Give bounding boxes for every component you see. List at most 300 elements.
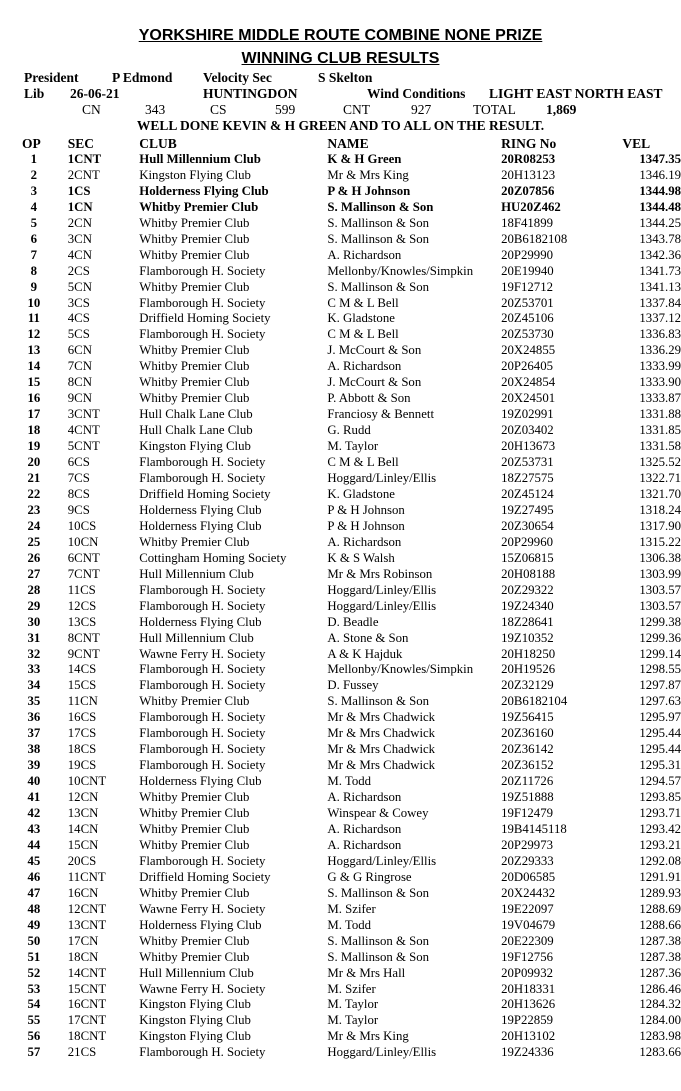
race-date: 26-06-21 bbox=[70, 86, 120, 101]
wind-label: Wind Conditions bbox=[367, 86, 466, 101]
cell-club: Holderness Flying Club bbox=[139, 502, 262, 517]
cell-vel: 1321.70 bbox=[639, 486, 681, 501]
cell-name: Mr & Mrs Chadwick bbox=[327, 726, 436, 741]
cell-ring: 20Z29322 bbox=[501, 582, 554, 597]
cell-ring: 19Z56415 bbox=[501, 710, 554, 725]
cn-count: 343 bbox=[145, 102, 166, 117]
congratulations-message: WELL DONE KEVIN & H GREEN AND TO ALL ON THE RESULT. bbox=[136, 118, 545, 133]
cell-club: Holderness Flying Club bbox=[139, 917, 262, 932]
cell-vel: 1347.35 bbox=[639, 151, 681, 166]
cell-ring: 20X24855 bbox=[501, 343, 556, 358]
cell-club: Whitby Premier Club bbox=[139, 694, 250, 709]
cell-sec: 9CN bbox=[67, 391, 92, 406]
table-row bbox=[22, 790, 681, 806]
cell-club: Whitby Premier Club bbox=[139, 199, 259, 214]
cell-op: 36 bbox=[27, 710, 41, 725]
cell-op: 40 bbox=[27, 774, 41, 789]
cell-name: A. Richardson bbox=[327, 790, 402, 805]
cell-club: Whitby Premier Club bbox=[139, 231, 250, 246]
cell-club: Whitby Premier Club bbox=[139, 534, 250, 549]
cell-sec: 9CS bbox=[67, 502, 90, 517]
cell-sec: 14CNT bbox=[67, 965, 107, 980]
table-row bbox=[22, 902, 681, 918]
cell-sec: 3CN bbox=[67, 231, 92, 246]
cell-vel: 1294.57 bbox=[639, 774, 681, 789]
cell-name: A. Stone & Son bbox=[327, 630, 409, 645]
cell-sec: 5CN bbox=[67, 279, 92, 294]
cell-name: A. Richardson bbox=[327, 837, 402, 852]
cell-club: Whitby Premier Club bbox=[139, 949, 250, 964]
cell-sec: 15CNT bbox=[67, 981, 107, 996]
cell-sec: 4CNT bbox=[67, 423, 100, 438]
cell-sec: 4CS bbox=[67, 311, 90, 326]
cell-club: Whitby Premier Club bbox=[139, 391, 250, 406]
cell-op: 52 bbox=[27, 965, 41, 980]
table-row bbox=[22, 758, 681, 774]
cell-sec: 8CS bbox=[67, 486, 90, 501]
table-row bbox=[22, 583, 681, 599]
cell-vel: 1342.36 bbox=[639, 247, 681, 262]
cell-name: M. Taylor bbox=[327, 1013, 379, 1028]
cell-club: Wawne Ferry H. Society bbox=[139, 981, 266, 996]
table-row bbox=[22, 519, 681, 535]
column-header-ring: RING No bbox=[501, 136, 557, 151]
cell-vel: 1303.57 bbox=[639, 598, 681, 613]
cell-op: 18 bbox=[27, 423, 41, 438]
cell-name: J. McCourt & Son bbox=[327, 343, 422, 358]
cell-ring: 20H13123 bbox=[501, 167, 556, 182]
table-row bbox=[22, 343, 681, 359]
cell-op: 37 bbox=[27, 726, 41, 741]
cell-vel: 1288.69 bbox=[639, 901, 681, 916]
cell-club: Flamborough H. Society bbox=[139, 471, 266, 486]
cell-name: P & H Johnson bbox=[327, 518, 405, 533]
cell-vel: 1293.71 bbox=[639, 806, 681, 821]
cs-label: CS bbox=[210, 102, 227, 117]
cell-vel: 1333.90 bbox=[639, 375, 681, 390]
cell-ring: 19Z27495 bbox=[501, 502, 554, 517]
cell-club: Hull Millennium Club bbox=[139, 566, 254, 581]
cell-vel: 1341.73 bbox=[639, 263, 681, 278]
cell-name: P & H Johnson bbox=[327, 502, 405, 517]
table-row bbox=[22, 423, 681, 439]
total-count: 1,869 bbox=[546, 102, 577, 117]
cell-vel: 1333.99 bbox=[639, 359, 681, 374]
table-row bbox=[22, 694, 681, 710]
cell-op: 29 bbox=[27, 598, 41, 613]
table-row bbox=[22, 854, 681, 870]
cell-op: 6 bbox=[30, 231, 38, 246]
cell-op: 45 bbox=[27, 853, 41, 868]
table-row bbox=[22, 710, 681, 726]
cell-op: 33 bbox=[27, 662, 41, 677]
cell-op: 22 bbox=[27, 486, 41, 501]
cell-sec: 17CNT bbox=[67, 1013, 107, 1028]
cell-sec: 10CNT bbox=[67, 774, 107, 789]
cell-vel: 1317.90 bbox=[639, 518, 681, 533]
cell-club: Flamborough H. Society bbox=[139, 598, 266, 613]
cell-club: Flamborough H. Society bbox=[139, 742, 266, 757]
cell-club: Holderness Flying Club bbox=[139, 518, 262, 533]
cell-club: Flamborough H. Society bbox=[139, 455, 266, 470]
cell-sec: 18CN bbox=[67, 949, 99, 964]
cell-ring: 20Z53731 bbox=[501, 455, 554, 470]
cell-sec: 3CS bbox=[67, 295, 90, 310]
cell-club: Flamborough H. Society bbox=[139, 327, 266, 342]
cell-op: 10 bbox=[27, 295, 41, 310]
cell-sec: 2CN bbox=[67, 215, 92, 230]
cell-ring: 20Z32129 bbox=[501, 678, 554, 693]
cell-sec: 16CS bbox=[67, 710, 97, 725]
cell-sec: 21CS bbox=[67, 1045, 97, 1060]
document-subtitle: WINNING CLUB RESULTS bbox=[241, 50, 440, 67]
cell-club: Hull Millennium Club bbox=[139, 965, 254, 980]
cell-club: Cottingham Homing Society bbox=[139, 550, 287, 565]
cell-club: Hull Chalk Lane Club bbox=[139, 407, 253, 422]
cell-sec: 17CN bbox=[67, 933, 99, 948]
cell-name: M. Szifer bbox=[327, 901, 376, 916]
cell-name: K & S Walsh bbox=[327, 550, 395, 565]
cell-sec: 13CN bbox=[67, 806, 99, 821]
cell-name: Hoggard/Linley/Ellis bbox=[327, 598, 437, 613]
cell-op: 56 bbox=[27, 1029, 41, 1044]
cell-ring: 20H08188 bbox=[501, 566, 556, 581]
table-row bbox=[22, 567, 681, 583]
cell-sec: 20CS bbox=[67, 853, 97, 868]
table-row bbox=[22, 407, 681, 423]
table-row bbox=[22, 503, 681, 519]
cell-ring: 20P26405 bbox=[501, 359, 553, 374]
cell-club: Whitby Premier Club bbox=[139, 343, 250, 358]
table-row bbox=[22, 359, 681, 375]
cell-ring: 19F12712 bbox=[501, 279, 553, 294]
cell-name: C M & L Bell bbox=[327, 327, 399, 342]
cell-club: Flamborough H. Society bbox=[139, 758, 266, 773]
cell-sec: 2CS bbox=[67, 263, 90, 278]
cell-name: A. Richardson bbox=[327, 821, 402, 836]
table-row bbox=[22, 200, 681, 216]
cell-name: S. Mallinson & Son bbox=[327, 199, 434, 214]
cell-club: Driffield Homing Society bbox=[139, 486, 271, 501]
cell-club: Driffield Homing Society bbox=[139, 311, 271, 326]
cell-club: Kingston Flying Club bbox=[139, 1013, 251, 1028]
cell-ring: 20Z07856 bbox=[501, 183, 555, 198]
cell-ring: 20Z45106 bbox=[501, 311, 554, 326]
cell-vel: 1337.12 bbox=[639, 311, 681, 326]
cell-op: 24 bbox=[27, 518, 41, 533]
cell-club: Kingston Flying Club bbox=[139, 997, 251, 1012]
table-row bbox=[22, 966, 681, 982]
cell-ring: 20Z30654 bbox=[501, 518, 554, 533]
cell-vel: 1325.52 bbox=[639, 455, 681, 470]
cell-sec: 7CN bbox=[67, 359, 92, 374]
cell-sec: 16CNT bbox=[67, 997, 107, 1012]
cell-sec: 11CNT bbox=[67, 869, 106, 884]
cell-ring: 19Z24336 bbox=[501, 1045, 554, 1060]
cell-club: Flamborough H. Society bbox=[139, 662, 266, 677]
table-row bbox=[22, 551, 681, 567]
cell-vel: 1343.78 bbox=[639, 231, 681, 246]
cell-vel: 1331.88 bbox=[639, 407, 681, 422]
cell-op: 53 bbox=[27, 981, 41, 996]
cell-op: 39 bbox=[27, 758, 41, 773]
cell-name: Hoggard/Linley/Ellis bbox=[327, 1045, 437, 1060]
cell-name: S. Mallinson & Son bbox=[327, 231, 430, 246]
cell-op: 43 bbox=[27, 821, 41, 836]
cell-sec: 6CNT bbox=[67, 550, 100, 565]
table-row bbox=[22, 152, 681, 168]
cell-vel: 1284.00 bbox=[639, 1013, 681, 1028]
cell-ring: 20Z29333 bbox=[501, 853, 554, 868]
cell-name: M. Taylor bbox=[327, 997, 379, 1012]
cell-sec: 12CN bbox=[67, 790, 99, 805]
cell-vel: 1298.55 bbox=[639, 662, 681, 677]
cell-club: Flamborough H. Society bbox=[139, 582, 266, 597]
cell-vel: 1297.87 bbox=[639, 678, 681, 693]
cell-op: 23 bbox=[27, 502, 41, 517]
lib-label: Lib bbox=[24, 86, 45, 101]
velocity-sec-value: S Skelton bbox=[318, 70, 373, 85]
table-row bbox=[22, 726, 681, 742]
cell-sec: 18CS bbox=[67, 742, 97, 757]
cell-op: 8 bbox=[30, 263, 38, 278]
cell-club: Flamborough H. Society bbox=[139, 678, 266, 693]
cell-vel: 1287.38 bbox=[639, 933, 681, 948]
table-row bbox=[22, 599, 681, 615]
table-row bbox=[22, 838, 681, 854]
cell-name: P & H Johnson bbox=[327, 183, 411, 198]
cell-vel: 1299.38 bbox=[639, 614, 681, 629]
cell-name: Mellonby/Knowles/Simpkin bbox=[327, 662, 474, 677]
cell-ring: 20Z53730 bbox=[501, 327, 554, 342]
column-header-op: OP bbox=[22, 136, 41, 151]
table-row bbox=[22, 934, 681, 950]
cell-op: 21 bbox=[27, 471, 41, 486]
cnt-label: CNT bbox=[343, 102, 370, 117]
cell-club: Holderness Flying Club bbox=[139, 614, 262, 629]
cell-name: M. Todd bbox=[327, 917, 372, 932]
president-value: P Edmond bbox=[112, 70, 173, 85]
cell-ring: 20Z45124 bbox=[501, 486, 554, 501]
cell-ring: 20X24854 bbox=[501, 375, 556, 390]
cell-ring: 20P29973 bbox=[501, 837, 553, 852]
cell-name: S. Mallinson & Son bbox=[327, 279, 430, 294]
cell-vel: 1331.58 bbox=[639, 439, 681, 454]
cell-name: Mr & Mrs Chadwick bbox=[327, 758, 436, 773]
cell-sec: 19CS bbox=[67, 758, 97, 773]
cell-ring: 18Z27575 bbox=[501, 471, 554, 486]
document-title: YORKSHIRE MIDDLE ROUTE COMBINE NONE PRIZE bbox=[138, 27, 543, 44]
cell-ring: 20B6182104 bbox=[501, 694, 568, 709]
cell-op: 11 bbox=[27, 311, 40, 326]
wind-value: LIGHT EAST NORTH EAST bbox=[489, 86, 663, 101]
cell-ring: 20B6182108 bbox=[501, 231, 568, 246]
cell-club: Whitby Premier Club bbox=[139, 837, 250, 852]
race-location: HUNTINGDON bbox=[203, 86, 298, 101]
cell-name: Franciosy & Bennett bbox=[327, 407, 434, 422]
cell-sec: 7CS bbox=[67, 471, 90, 486]
table-row bbox=[22, 471, 681, 487]
cell-vel: 1306.38 bbox=[639, 550, 681, 565]
cell-op: 30 bbox=[27, 614, 41, 629]
cell-ring: 20E22309 bbox=[501, 933, 554, 948]
cnt-count: 927 bbox=[411, 102, 432, 117]
cell-sec: 15CS bbox=[67, 678, 97, 693]
cell-vel: 1336.29 bbox=[639, 343, 681, 358]
cell-vel: 1295.44 bbox=[639, 742, 681, 757]
cell-sec: 18CNT bbox=[67, 1029, 107, 1044]
column-header-name: NAME bbox=[327, 136, 369, 151]
table-row bbox=[22, 184, 681, 200]
cn-label: CN bbox=[82, 102, 101, 117]
results-body bbox=[22, 152, 681, 1061]
cell-vel: 1346.19 bbox=[639, 167, 681, 182]
cell-sec: 8CNT bbox=[67, 630, 100, 645]
cell-vel: 1344.48 bbox=[639, 199, 681, 214]
cell-club: Holderness Flying Club bbox=[139, 774, 262, 789]
table-row bbox=[22, 216, 681, 232]
cell-op: 48 bbox=[27, 901, 41, 916]
cell-club: Hull Millennium Club bbox=[139, 630, 254, 645]
cell-club: Whitby Premier Club bbox=[139, 375, 250, 390]
cell-vel: 1293.85 bbox=[639, 790, 681, 805]
cell-vel: 1318.24 bbox=[639, 502, 681, 517]
cell-op: 38 bbox=[27, 742, 41, 757]
table-row bbox=[22, 886, 681, 902]
cell-sec: 7CNT bbox=[67, 566, 100, 581]
velocity-sec-label: Velocity Sec bbox=[203, 70, 272, 85]
cell-club: Flamborough H. Society bbox=[139, 853, 266, 868]
cell-ring: 20P09932 bbox=[501, 965, 553, 980]
cell-name: Hoggard/Linley/Ellis bbox=[327, 853, 437, 868]
cell-vel: 1287.38 bbox=[639, 949, 681, 964]
cell-name: Winspear & Cowey bbox=[327, 806, 429, 821]
cell-op: 49 bbox=[27, 917, 41, 932]
cell-ring: 15Z06815 bbox=[501, 550, 554, 565]
table-row bbox=[22, 615, 681, 631]
cell-op: 28 bbox=[27, 582, 41, 597]
cell-name: M. Todd bbox=[327, 774, 372, 789]
cell-ring: 20Z36142 bbox=[501, 742, 554, 757]
table-row bbox=[22, 391, 681, 407]
cell-name: M. Szifer bbox=[327, 981, 376, 996]
cell-vel: 1303.99 bbox=[639, 566, 681, 581]
cell-vel: 1344.25 bbox=[639, 215, 681, 230]
cell-op: 51 bbox=[27, 949, 41, 964]
cell-vel: 1286.46 bbox=[639, 981, 681, 996]
cell-name: Mr & Mrs King bbox=[327, 167, 409, 182]
cell-name: S. Mallinson & Son bbox=[327, 694, 430, 709]
cell-vel: 1299.14 bbox=[639, 646, 681, 661]
cell-op: 1 bbox=[30, 151, 38, 166]
cell-name: P. Abbott & Son bbox=[327, 391, 411, 406]
table-row bbox=[22, 1013, 681, 1029]
table-row bbox=[22, 631, 681, 647]
cell-club: Wawne Ferry H. Society bbox=[139, 646, 266, 661]
cell-op: 9 bbox=[30, 279, 38, 294]
table-row bbox=[22, 455, 681, 471]
cell-club: Flamborough H. Society bbox=[139, 710, 266, 725]
results-table bbox=[22, 136, 681, 1061]
cell-ring: 18Z28641 bbox=[501, 614, 554, 629]
cell-club: Whitby Premier Club bbox=[139, 247, 250, 262]
cell-club: Flamborough H. Society bbox=[139, 726, 266, 741]
cell-vel: 1293.42 bbox=[639, 821, 681, 836]
cell-name: Mr & Mrs Robinson bbox=[327, 566, 433, 581]
cell-club: Hull Chalk Lane Club bbox=[139, 423, 253, 438]
cell-op: 13 bbox=[27, 343, 41, 358]
cell-ring: 18F41899 bbox=[501, 215, 553, 230]
cell-name: Hoggard/Linley/Ellis bbox=[327, 582, 437, 597]
cell-name: K & H Green bbox=[327, 151, 402, 166]
cell-vel: 1333.87 bbox=[639, 391, 681, 406]
cell-op: 5 bbox=[30, 215, 38, 230]
table-row bbox=[22, 232, 681, 248]
cell-sec: 13CNT bbox=[67, 917, 107, 932]
cell-club: Holderness Flying Club bbox=[139, 183, 269, 198]
cell-sec: 8CN bbox=[67, 375, 92, 390]
cell-vel: 1295.97 bbox=[639, 710, 681, 725]
cell-op: 19 bbox=[27, 439, 41, 454]
cell-ring: 20Z36160 bbox=[501, 726, 554, 741]
cell-name: A. Richardson bbox=[327, 359, 402, 374]
cell-club: Flamborough H. Society bbox=[139, 263, 266, 278]
table-row bbox=[22, 742, 681, 758]
cell-club: Whitby Premier Club bbox=[139, 806, 250, 821]
cell-op: 50 bbox=[27, 933, 41, 948]
cell-sec: 9CNT bbox=[67, 646, 100, 661]
cell-name: S. Mallinson & Son bbox=[327, 933, 430, 948]
cell-name: D. Fussey bbox=[327, 678, 379, 693]
cell-ring: 19Z02991 bbox=[501, 407, 554, 422]
table-row bbox=[22, 487, 681, 503]
cell-club: Whitby Premier Club bbox=[139, 821, 250, 836]
cell-club: Whitby Premier Club bbox=[139, 215, 250, 230]
cell-club: Wawne Ferry H. Society bbox=[139, 901, 266, 916]
cell-vel: 1331.85 bbox=[639, 423, 681, 438]
cell-vel: 1283.66 bbox=[639, 1045, 681, 1060]
cell-ring: 19Z51888 bbox=[501, 790, 554, 805]
cell-ring: 19E22097 bbox=[501, 901, 554, 916]
table-row bbox=[22, 822, 681, 838]
cell-club: Kingston Flying Club bbox=[139, 1029, 251, 1044]
cell-club: Flamborough H. Society bbox=[139, 1045, 266, 1060]
cell-vel: 1291.91 bbox=[639, 869, 681, 884]
cell-op: 44 bbox=[27, 837, 41, 852]
cell-name: K. Gladstone bbox=[327, 486, 395, 501]
cell-sec: 14CN bbox=[67, 821, 99, 836]
cell-op: 41 bbox=[27, 790, 41, 805]
cell-op: 14 bbox=[27, 359, 41, 374]
cell-name: S. Mallinson & Son bbox=[327, 215, 430, 230]
table-row bbox=[22, 1045, 681, 1061]
cell-sec: 17CS bbox=[67, 726, 97, 741]
president-label: President bbox=[24, 70, 79, 85]
table-row bbox=[22, 248, 681, 264]
cell-op: 7 bbox=[30, 247, 38, 262]
cell-sec: 1CS bbox=[67, 183, 91, 198]
cell-vel: 1315.22 bbox=[639, 534, 681, 549]
cell-op: 15 bbox=[27, 375, 41, 390]
cell-ring: 20H13102 bbox=[501, 1029, 556, 1044]
cell-vel: 1337.84 bbox=[639, 295, 681, 310]
cell-club: Whitby Premier Club bbox=[139, 885, 250, 900]
cell-vel: 1284.32 bbox=[639, 997, 681, 1012]
cell-sec: 2CNT bbox=[67, 167, 100, 182]
cell-op: 16 bbox=[27, 391, 41, 406]
cell-club: Whitby Premier Club bbox=[139, 933, 250, 948]
cell-op: 32 bbox=[27, 646, 41, 661]
